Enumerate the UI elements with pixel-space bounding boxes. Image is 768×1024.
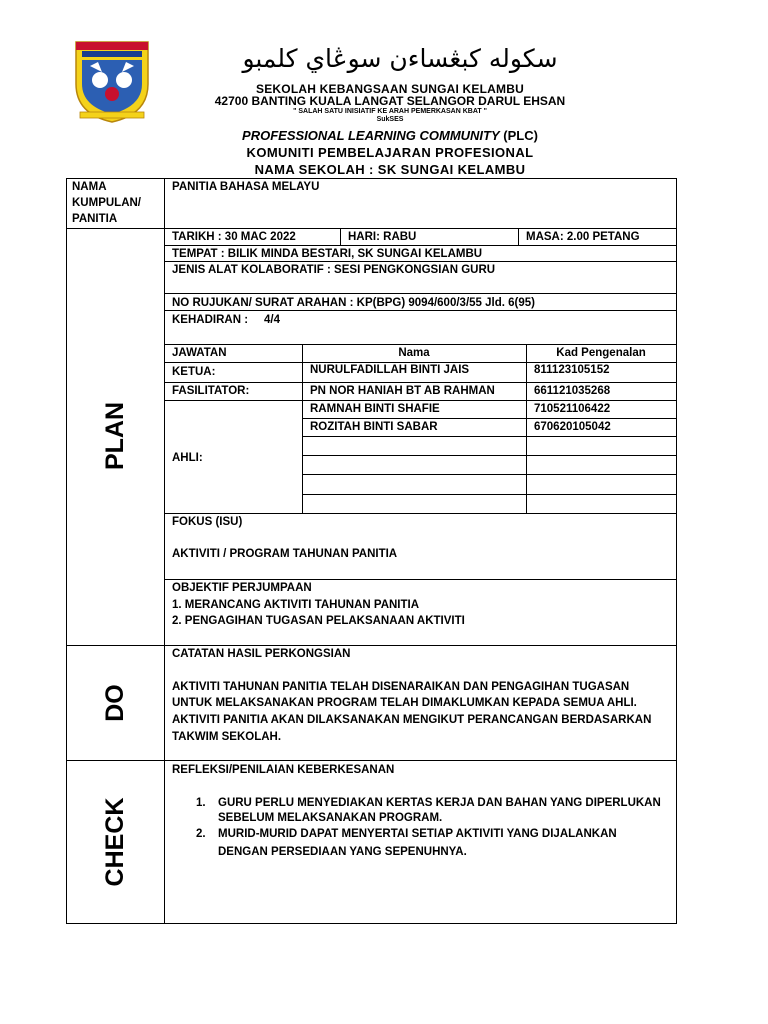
column-header-name: Nama (398, 347, 430, 359)
school-address: 42700 BANTING KUALA LANGAT SELANGOR DARUL EHSAN (214, 94, 566, 108)
meeting-date: TARIKH : 30 MAC 2022 (172, 231, 296, 243)
school-motto-2: SukSES (376, 116, 404, 123)
reflection-line: SEBELUM MELAKSANAKAN PROGRAM. (218, 812, 443, 824)
reflection-line: MURID-MURID DAPAT MENYERTAI SETIAP AKTIVITI YANG DIJALANKAN (218, 828, 617, 840)
phase-plan-label: PLAN (101, 401, 129, 471)
meeting-day: HARI: RABU (348, 231, 417, 243)
reflection-line: DENGAN PERSEDIAAN YANG SEPENUHNYA. (218, 846, 467, 858)
meeting-place: TEMPAT : BILIK MINDA BESTARI, SK SUNGAI KELAMBU (172, 248, 483, 260)
reflection-line: GURU PERLU MENYEDIAKAN KERTAS KERJA DAN BAHAN YANG DIPERLUKAN (218, 797, 661, 809)
member-id: 661121035268 (534, 385, 611, 397)
plc-title-italic: PROFESSIONAL LEARNING COMMUNITY (242, 128, 500, 143)
objective-item: 1. MERANCANG AKTIVITI TAHUNAN PANITIA (172, 599, 420, 611)
focus-title: FOKUS (ISU) (172, 516, 243, 528)
notes-line: UNTUK MELAKSANAKAN PROGRAM TELAH DIMAKLUMKAN KEPADA SEMUA AHLI. (172, 697, 637, 709)
member-name: ROZITAH BINTI SABAR (310, 421, 438, 433)
notes-title: CATATAN HASIL PERKONGSIAN (172, 648, 351, 660)
collaboration-tool: JENIS ALAT KOLABORATIF : SESI PENGKONGSIAN GURU (172, 264, 496, 276)
school-name: SEKOLAH KEBANGSAAN SUNGAI KELAMBU (256, 82, 524, 96)
school-name-jawi: سكوله كبڠساءن سوڠاي كلمبو (242, 44, 558, 73)
phase-check-label: CHECK (101, 797, 129, 887)
reflection-number: 2. (196, 828, 206, 840)
member-name: PN NOR HANIAH BT AB RAHMAN (310, 385, 495, 397)
column-header-role: JAWATAN (172, 347, 227, 359)
member-id: 811123105152 (534, 364, 610, 376)
notes-line: AKTIVITI PANITIA AKAN DILAKSANAKAN MENGIKUT PERANCANGAN BERDASARKAN (172, 714, 652, 726)
meeting-time: MASA: 2.00 PETANG (526, 231, 640, 243)
objective-item: 2. PENGAGIHAN TUGASAN PELAKSANAAN AKTIVITI (172, 615, 465, 627)
member-id: 710521106422 (534, 403, 611, 415)
notes-line: TAKWIM SEKOLAH. (172, 731, 282, 743)
plc-title-suffix: (PLC) (499, 128, 538, 143)
focus-value: AKTIVITI / PROGRAM TAHUNAN PANITIA (172, 548, 398, 560)
group-value: PANITIA BAHASA MELAYU (172, 181, 320, 193)
column-header-id: Kad Pengenalan (556, 347, 646, 359)
school-line: NAMA SEKOLAH : SK SUNGAI KELAMBU (254, 162, 526, 177)
plc-title (150, 128, 630, 143)
phase-do-label: DO (101, 684, 129, 722)
member-name: NURULFADILLAH BINTI JAIS (310, 364, 470, 376)
member-role: FASILITATOR: (172, 385, 250, 397)
ahli-label: AHLI: (172, 452, 203, 464)
member-role: KETUA: (172, 366, 216, 378)
school-motto: " SALAH SATU INISIATIF KE ARAH PEMERKASAN KBAT " (293, 108, 487, 115)
reflection-number: 1. (196, 797, 206, 809)
school-crest-logo (72, 36, 152, 126)
attendance: KEHADIRAN : 4/4 (172, 314, 280, 326)
member-name: RAMNAH BINTI SHAFIE (310, 403, 440, 415)
notes-line: AKTIVITI TAHUNAN PANITIA TELAH DISENARAIKAN DAN PENGAGIHAN TUGASAN (172, 681, 630, 693)
group-label: NAMA KUMPULAN/ PANITIA (72, 181, 141, 225)
objective-title: OBJEKTIF PERJUMPAAN (172, 582, 312, 594)
reflection-title: REFLEKSI/PENILAIAN KEBERKESANAN (172, 764, 395, 776)
member-id: 670620105042 (534, 421, 611, 433)
plc-subtitle: KOMUNITI PEMBELAJARAN PROFESIONAL (246, 145, 534, 160)
reference-number: NO RUJUKAN/ SURAT ARAHAN : KP(BPG) 9094/600/3/55 Jld. 6(95) (172, 297, 535, 309)
